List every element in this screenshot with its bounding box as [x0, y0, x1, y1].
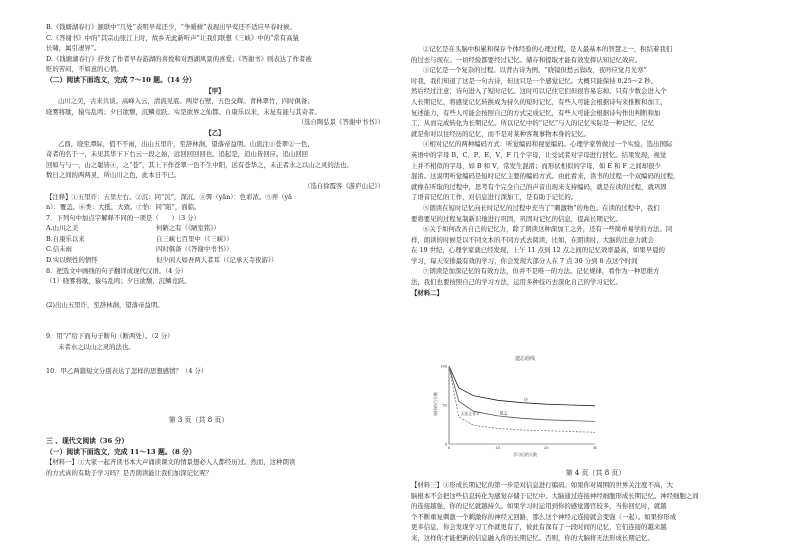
para-4-line-5: 就像在听取的过程中，思考有个完全自己的声音出现来支持编码，就是在读的过程，就巩固 — [411, 182, 667, 191]
section-3-subheading: （一）阅读下面选文，完成 11～13 题。（8 分） — [46, 447, 196, 456]
para-3-line-6: 工，从而完成转化为长期记忆。所以记忆中的“记忆”与人的记忆实际是一种记忆，记忆 — [411, 119, 654, 128]
yi-source: （选自徐霞客《游庐山记》） — [304, 181, 384, 190]
jia-text-2: 晓雾将歇，猿鸟乱鸣；夕日欲颓，沉鳞竞跃。实是欲界之仙都。自康乐以来，未复有能与其奇者。 — [46, 107, 321, 116]
answer-space — [46, 287, 384, 300]
q8-item-1: （1）晓雾将歇，猿鸟乱鸣；夕日欲颓，沉鳞竞跃。 — [46, 277, 191, 286]
para-2-line-2: 的过去与现在。一切经验都要经过记忆。储存和提取才能有效发挥认知记忆效应。 — [411, 55, 642, 64]
series-line-3 — [449, 366, 595, 432]
option-d-line: D.《钱塘湖春行》抒发了作者早春游湖的喜悦和对西湖风景的喜爱；《答谢书》则表达了作者被 — [46, 54, 312, 63]
yi-text-1: 乙酉，晓至潭际，值不不雨，出山五里许，至辞林涧，望落帝益明。山流注①苍翠②一色， — [58, 139, 314, 148]
para-3-line-3: 然后经过注意，诗句进入了短时记忆。这时可以记住它们但很容易忘掉。只有少数会进入个 — [411, 87, 667, 96]
jia-label: 【甲】 — [205, 86, 225, 95]
para-4-line-6: 了语音记忆的工作，对信息进行深加工，是有助于记忆的。 — [411, 193, 578, 202]
para-5-line-2: 要将要见的过程复制新识地进行巩固，巩固对记忆的信息，提高长期记忆。 — [411, 214, 622, 223]
section-2-heading: （二）阅读下面选文，完成 7～10 题。（14 分） — [46, 75, 196, 84]
answer-space — [46, 310, 384, 331]
yi-text-3: 回如与与一，山之聪皆④，之“苍”，其上下作苍翠一色不生中阳，远有苍华之，未正者水之以山之灵的法也。 — [46, 160, 353, 169]
q9-sentence: 未者水之以山之灵的法也。 — [58, 343, 135, 352]
material-3-line-2: 脑根本不会把这些信息转化为感觉存储于记忆中。大脑通过连接神经细胞形成长期记忆。神经细胞之间 — [411, 491, 699, 500]
y-tick-label: 50 — [442, 403, 447, 408]
option-b-line: B.《钱塘湖春行》颔联中“几处”表明早莺还少，“争暖树”表现出早莺还不适应早春时候。 — [46, 23, 296, 31]
chart-svg — [427, 352, 602, 460]
chart-ylabel: 保持的百分数 — [433, 392, 438, 416]
annotation-note: 【注释】①五里许：五里左右。②沉：同“沉”，深沉。④霁（yǎn）：色彩浓。⑤弄（yǎ — [46, 192, 292, 201]
para-4-line-1: ④相对记忆的两种编码方式：听觉编码和视觉编码。心理学家曾做过一个实验，选出国际 — [423, 140, 673, 149]
material-3-line-4: 个不断重复刺激一个刺激你的神经元回路，那么这个神经元连接就会变强（一起）。如果你形成 — [411, 512, 677, 521]
series-label-2: 散文 — [499, 410, 508, 416]
question-8: 8．把选文中画线的句子翻译成现代汉语。（4 分） — [46, 266, 188, 275]
para-4-line-4: 混淆。这说明听觉编码是短时记忆主要的编码方式。由此看来，读书的过程一个双编码的过程， — [411, 172, 680, 181]
question-9: 9．用“/”给下面句子断句（断两处）。（2 分） — [46, 332, 174, 341]
section-3-heading: 三 、现代文阅读（36 分） — [46, 437, 129, 445]
jia-text-1: 山川之美，古来共谈。高峰入云，清流见底。两岸石壁，五色交辉。青林翠竹，四时俱备。 — [58, 97, 314, 106]
para-6-line-3: 在 19 世纪，心理学家就已经发现，上午 11 点到 12 点之间的记忆效率最高，如果早晨的 — [411, 246, 665, 255]
para-3-line-2: 时我，我们知道了这是一句古诗，但这只是一个感觉记忆。大概只能保持 0.25～2 秒。 — [411, 76, 658, 85]
jia-source: （选自陶弘景《答谢中书书》） — [297, 118, 384, 127]
q7-option-b — [46, 234, 384, 245]
chart-lines — [449, 366, 595, 432]
q7-option-a — [46, 223, 384, 234]
q8-item-2: (2)出山五里许，至辞林涧，望落帝益明。 — [46, 300, 164, 309]
question-10: 10．甲乙两篇短文分别表达了怎样的思想感情？（4 分） — [46, 366, 208, 375]
para-4-line-2: 英语中的字母 B、C、P、E、V、F 几个字母，让受试者对字母进行回忆。结果发现，视觉 — [411, 150, 667, 159]
q7-c-left: C.信未雨 — [46, 245, 72, 254]
y-tick-label: 0 — [444, 442, 447, 447]
x-tick-label: 0 — [447, 446, 451, 450]
right-column-lower — [411, 480, 781, 544]
q7-option-c — [46, 244, 384, 255]
x-tick-label: 10 — [495, 446, 500, 450]
material-3-line-6: 来，这样你才能把新的信息融入你的长期记忆。否则，你的大脑将无法形成长期记忆。 — [411, 533, 654, 542]
material-3-line-1: 【材料三】①形成长期记忆的第一步是对信息进行编码。如果你对周围的世界关注度不高，大 — [411, 481, 674, 489]
q7-d-right: 但少闲人如吾两人者耳（《记承天寺夜游》） — [156, 256, 278, 265]
para-4-line-3: 上并不相似的字母，如 B 和 V，常发生混淆；而形状相似的字母，如 E 和 F 之间却很少 — [411, 161, 661, 170]
answer-space — [46, 353, 384, 366]
series-label-3: 无意义音节 — [460, 411, 480, 417]
forgetting-curve-chart — [427, 352, 602, 460]
q7-option-d — [46, 255, 384, 266]
para-6-line-4: 学习，每天安排最有效的学习，你会发现大部分人在 7 点 30 分到 8 点这个时间 — [411, 256, 638, 265]
yi-label: 【乙】 — [205, 128, 225, 137]
para-3-line-7: 就是你对以往经历的记忆，而不是对某种客观事物本身的记忆。 — [411, 129, 590, 138]
series-label-1: 诗 — [524, 397, 528, 403]
para-7-line-1: ⑦朗读是加深记忆的有效方法，但并不是唯一的方法。记忆规律，看作为一种思维方 — [423, 267, 660, 276]
material-1-line-1: 【材料一】①大家一起齐读书本大声诵读课文的情景想必人人都经历过。然而，这种朗读 — [46, 458, 296, 467]
x-tick-label: 20 — [544, 446, 549, 450]
para-3-line-1: ③记忆是一个复杂的过程。以背古诗为例，“晓镜但愁云鬓改，夜吟应觉月光寒” — [423, 66, 647, 75]
material-2-label: 【材料二】 — [411, 288, 443, 297]
option-c-line-2: 长啸，属引凄异”。 — [46, 44, 101, 53]
chart-title: 遗忘曲线 — [514, 356, 536, 362]
x-tick-label: 30 — [592, 446, 598, 450]
question-7: 7．下列句中加点字解释不同的一项是（ ）（3 分） — [46, 213, 200, 222]
option-c-line: C.《答谢书》中的“其宗山张江上时，故乡无此新听声”让我们联想《三峡》中的“常有高猿 — [46, 33, 299, 42]
para-2-line-1: ②记忆是在头脑中积累和保存个体经验的心理过程，是人最基本的智慧之一，积结着我们 — [423, 45, 673, 53]
left-column-lower — [46, 436, 384, 478]
material-1-line-2: 的方式真的有助于学习吗？是否朗读能让我们加深记忆呢？ — [46, 468, 213, 477]
para-7-line-2: 法，我们也要按照自己的学习方法，运用多种技巧去深化自己的学习记忆。 — [411, 278, 622, 287]
material-3-line-5: 更多信息，你会发现学习工作就更有了，彼此有深有了一段时间的记忆，它们连接的越来越 — [411, 523, 667, 532]
page-4 — [397, 0, 794, 560]
para-5-line-1: ⑤朗读在短时记忆向长时记忆的过程中充当了“刺激物”的角色。在读的过程中，我们 — [423, 203, 660, 212]
yi-text-4: 数日之间的两两灵，所山川之色，此本日不已。 — [46, 171, 181, 180]
q7-c-right: 四时俱备（《答谢中书书》） — [156, 245, 233, 254]
left-column — [46, 22, 384, 376]
right-column — [411, 44, 781, 298]
para-3-line-4: 人长期记忆，将感觉记忆转换成为持久的短时记忆，有些人可能会根据诗句来推断和加工， — [411, 97, 667, 106]
series-line-1 — [449, 366, 595, 406]
yi-text-2: 奇者的名于一，未见其华下下右云一段之始，远回回回回也。追起是，追山皆回应。追山回回 — [46, 150, 309, 159]
material-3-line-3: 的连接越强，你的记忆就越持久。如果学习时运用到你的感觉器官较多，当你回忆时，就越 — [411, 502, 667, 511]
para-3-line-5: 复述能力，有些人可能会按照自己的方式完成记忆，有些人可能会根据诗句作出判断和加 — [411, 108, 661, 117]
q7-d-left: D.实以娱性的情怀 — [46, 256, 98, 265]
chart-axes — [440, 365, 597, 451]
para-6-line-1: ⑥关于如何改善自己的记忆力，除了朗读这种深加工之外，还有一些简单易学的方法。同 — [423, 225, 673, 234]
page-3-footer: 第 3 页（共 8 页） — [168, 416, 229, 424]
page-4-footer: 第 4 页（共 8 页） — [565, 469, 626, 477]
option-d-line-2: 贬的苦闷，不如意的心情。 — [46, 65, 123, 74]
para-6-line-2: 样，朗读的时候是以不同文本的不同方式去阅读，比如，在朗读时，大脑的注意力就会 — [411, 235, 654, 244]
q7-a-right: 何陋之有（《陋室铭》） — [156, 224, 220, 233]
q7-a-left: A.山川之美 — [46, 224, 79, 233]
y-tick-label: 100 — [440, 364, 447, 369]
chart-xlabel: 学习后的天数 — [513, 452, 537, 457]
q7-b-left: B.自康乐以来 — [46, 234, 85, 243]
q7-b-right: 自三峡七百里中（《三峡》） — [156, 234, 233, 243]
annotation-note-2: n）：覆盖。⑥类：大抵，大致。⑦怡：同“陷”，面临。 — [46, 203, 201, 212]
